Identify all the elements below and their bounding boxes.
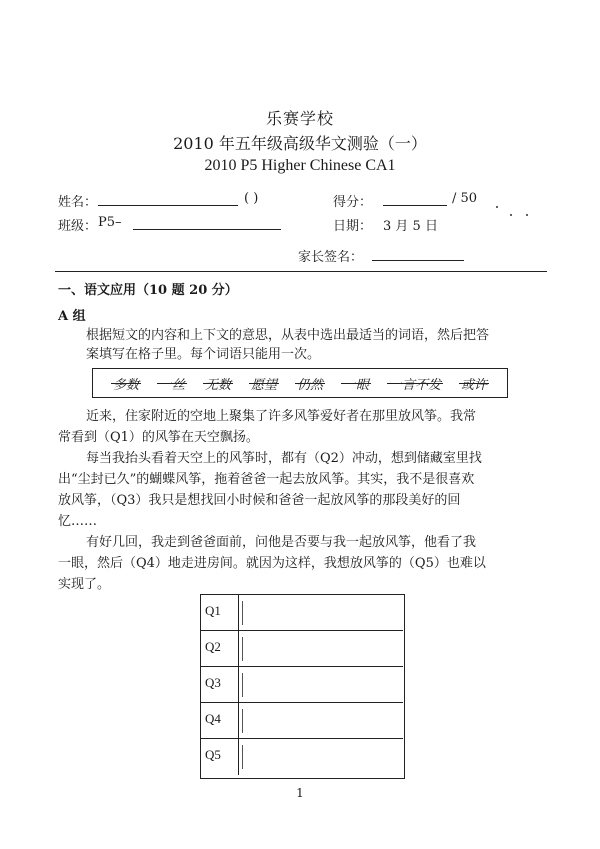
word-option: 仍然 <box>295 374 325 393</box>
answer-row <box>201 667 403 703</box>
group-label: A 组 <box>58 309 86 324</box>
class-label: 班级： <box>58 219 98 234</box>
answer-row-label: Q5 <box>205 747 221 762</box>
word-option: 一丝 <box>157 374 187 393</box>
score-label: 得分： <box>333 195 373 210</box>
word-option: 或许 <box>459 374 489 393</box>
answer-cell-q4[interactable] <box>240 705 400 735</box>
instruction-line-1: 根据短文的内容和上下文的意思，从表中选出最适当的词语，然后把答 <box>86 328 490 343</box>
row-divider <box>238 667 239 702</box>
score-field[interactable] <box>383 205 447 206</box>
class-prefix: P5– <box>98 215 122 230</box>
word-option: 一眼 <box>341 374 371 393</box>
passage-line: 忆…… <box>58 514 98 529</box>
row-divider <box>238 703 239 738</box>
name-label: 姓名： <box>58 195 98 210</box>
section-divider <box>55 271 547 272</box>
date-label: 日期： <box>333 219 373 234</box>
answer-cell-q5[interactable] <box>240 741 400 771</box>
answer-row-label: Q4 <box>205 711 221 726</box>
answer-row <box>201 631 403 667</box>
answer-row <box>201 739 403 775</box>
class-field[interactable] <box>133 229 281 230</box>
passage-line: 有好几回，我走到爸爸面前，问他是否要与我一起放风筝，他看了我 <box>86 535 477 550</box>
word-bank <box>92 368 508 398</box>
answer-cell-q1[interactable] <box>240 597 400 627</box>
answer-cell-q3[interactable] <box>240 669 400 699</box>
score-total: / 50 <box>452 191 478 206</box>
section-heading: 一、语文应用（10 题 20 分） <box>58 283 238 298</box>
page-number: 1 <box>296 786 304 800</box>
answer-row-label: Q3 <box>205 675 221 690</box>
word-option: 无数 <box>203 374 233 393</box>
row-divider <box>238 739 239 775</box>
passage-line: 每当我抬头看着天空上的风筝时，都有（Q2）冲动，想到储藏室里找 <box>86 451 482 466</box>
row-divider <box>238 595 239 630</box>
test-title-chinese: 2010 年五年级高级华文测验（一） <box>173 134 427 153</box>
test-title-english: 2010 P5 Higher Chinese CA1 <box>204 157 396 174</box>
parent-signature-field[interactable] <box>372 260 464 261</box>
answer-cell-q2[interactable] <box>240 633 400 663</box>
passage-line: 常看到（Q1）的风筝在天空飘扬。 <box>58 430 259 445</box>
answer-row <box>201 595 403 631</box>
word-option: 愿望 <box>249 374 279 393</box>
passage-line: 近来，住家附近的空地上聚集了许多风筝爱好者在那里放风筝。我常 <box>86 409 477 424</box>
date-value: 3 月 5 日 <box>383 219 438 234</box>
word-option: 多数 <box>111 374 141 393</box>
answer-row-label: Q2 <box>205 639 221 654</box>
answer-table <box>200 594 405 779</box>
name-field[interactable] <box>98 205 238 206</box>
parent-signature-label: 家长签名： <box>298 250 364 265</box>
scan-speck <box>526 214 528 216</box>
passage-line: 一眼，然后（Q4）地走进房间。就因为这样，我想放风筝的（Q5）也难以 <box>58 556 486 571</box>
class-number-paren: ( ) <box>244 191 259 206</box>
instruction-line-2: 案填写在格子里。每个词语只能用一次。 <box>86 347 321 362</box>
passage-line: 出“尘封已久”的蝴蝶风筝，拖着爸爸一起去放风筝。其实，我不是很喜欢 <box>58 472 475 487</box>
answer-row <box>201 703 403 739</box>
passage-line: 放风筝，（Q3）我只是想找回小时候和爸爸一起放风筝的那段美好的回 <box>58 493 461 508</box>
word-option: 一言不发 <box>387 374 443 393</box>
school-name: 乐赛学校 <box>265 109 334 128</box>
passage-line: 实现了。 <box>58 577 111 592</box>
scan-speck <box>510 214 512 216</box>
answer-row-label: Q1 <box>205 603 221 618</box>
scan-speck <box>496 206 498 208</box>
row-divider <box>238 631 239 666</box>
